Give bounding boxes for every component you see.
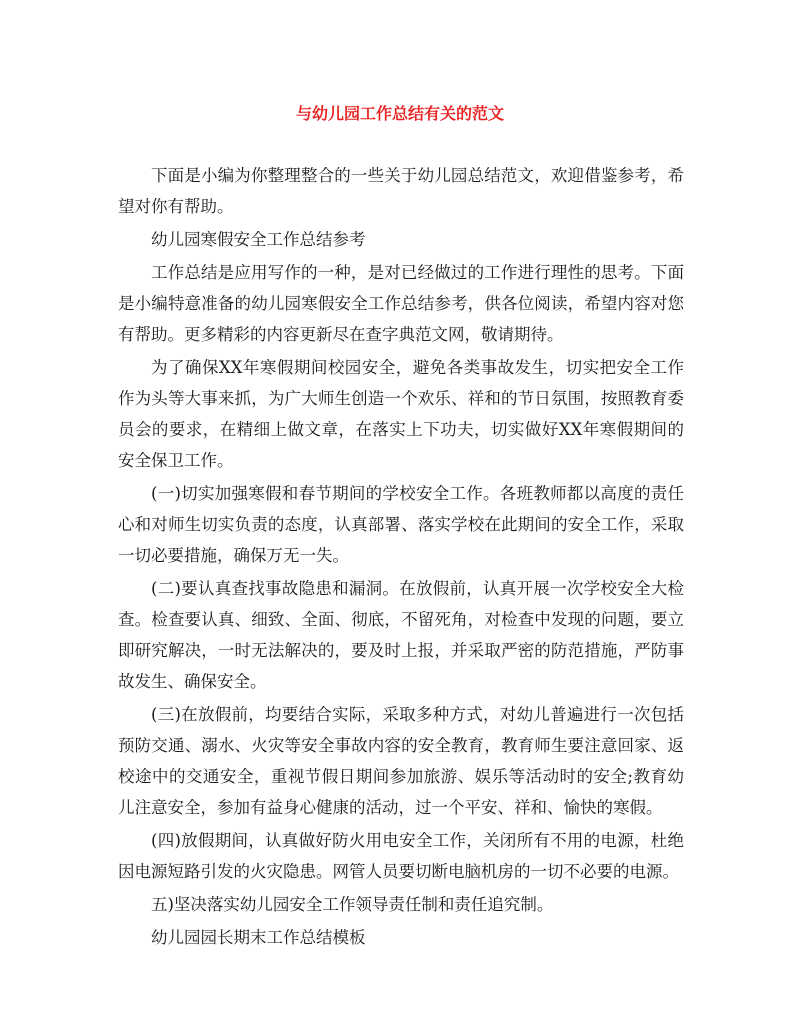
paragraph-item-3: (三)在放假前，均要结合实际，采取多种方式，对幼儿普遍进行一次包括预防交通、溺水、火灾等安全事故内容的安全教育，教育师生要注意回家、返校途中的交通安全，重视节假日期间参加旅游、娱乐等活动时的安全;教育幼儿注意安全，参加有益身心健康的活动，过一个平安、祥和、愉快的寒假。 bbox=[118, 705, 684, 817]
paragraph-summary-definition: 工作总结是应用写作的一种，是对已经做过的工作进行理性的思考。下面是小编特意准备的幼儿园寒假安全工作总结参考，供各位阅读，希望内容对您有帮助。更多精彩的内容更新尽在查字典范文网，敬请期待。 bbox=[118, 263, 684, 344]
paragraph-item-2: (二)要认真查找事故隐患和漏洞。在放假前，认真开展一次学校安全大检查。检查要认真、细致、全面、彻底，不留死角，对检查中发现的问题，要立即研究解决，一时无法解决的，要及时上报，并采取严密的防范措施，严防事故发生、确保安全。 bbox=[118, 579, 684, 691]
paragraph-item-4: (四)放假期间，认真做好防火用电安全工作，关闭所有不用的电源，杜绝因电源短路引发的火灾隐患。网管人员要切断电脑机房的一切不必要的电源。 bbox=[118, 831, 684, 881]
paragraph-intro: 下面是小编为你整理整合的一些关于幼儿园总结范文，欢迎借鉴参考，希望对你有帮助。 bbox=[118, 166, 684, 216]
paragraph-winter-safety-goal: 为了确保XX年寒假期间校园安全，避免各类事故发生，切实把安全工作作为头等大事来抓，为广大师生创造一个欢乐、祥和的节日氛围，按照教育委员会的要求，在精细上做文章，在落实上下功夫，切实做好XX年寒假期间的安全保卫工作。 bbox=[118, 358, 684, 470]
paragraph-item-1: (一)切实加强寒假和春节期间的学校安全工作。各班教师都以高度的责任心和对师生切实负责的态度，认真部署、落实学校在此期间的安全工作，采取一切必要措施，确保万无一失。 bbox=[118, 484, 684, 565]
paragraph-item-5: 五)坚决落实幼儿园安全工作领导责任制和责任追究制。 bbox=[151, 895, 554, 914]
paragraph-heading-principal-summary: 幼儿园园长期末工作总结模板 bbox=[151, 928, 366, 947]
document-title: 与幼儿园工作总结有关的范文 bbox=[295, 104, 504, 123]
paragraph-heading-winter-safety: 幼儿园寒假安全工作总结参考 bbox=[151, 230, 366, 249]
document-body bbox=[118, 160, 684, 955]
